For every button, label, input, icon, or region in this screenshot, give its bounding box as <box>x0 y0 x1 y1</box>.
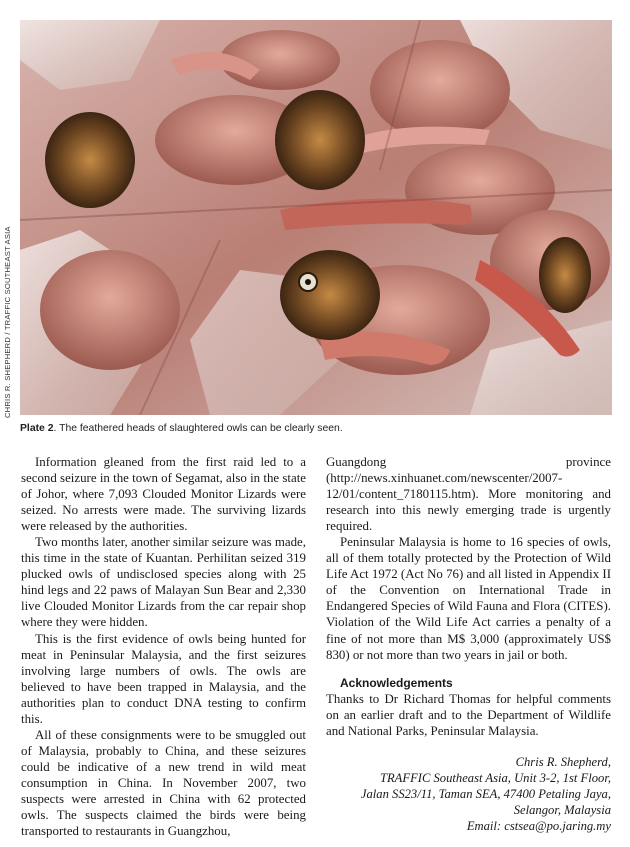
author-address-line3: Selangor, Malaysia <box>513 802 611 817</box>
paragraph-guangdong: Guangdong province (http://news.xinhuanet.com/newscenter/2007-12/01/content_7180115.htm). More monitoring and research into this newly emerging trade is urgently required. <box>326 455 611 534</box>
author-address-line2: Jalan SS23/11, Taman SEA, 47400 Petaling Jaya, <box>360 786 611 801</box>
plate-caption-text: . The feathered heads of slaughtered owls can be clearly seen. <box>53 423 343 434</box>
author-email: Email: cstsea@po.jaring.my <box>466 818 611 833</box>
paragraph-segamat-seizure: Information gleaned from the first raid led to a second seizure in the town of Segamat, also in the state of Johor, where 7,093 Clouded Monitor Lizards were seized. No arrests were made. The surviving lizards were released by the authorities. <box>21 455 306 534</box>
right-column <box>326 454 611 834</box>
author-signature <box>326 754 611 834</box>
paragraph-first-evidence: This is the first evidence of owls being hunted for meat in Peninsular Malaysia, and the first seizures involving large numbers of owls. The owls are believed to have been trapped in Malaysia, and the authorities plan to conduct DNA testing to confirm this. <box>21 631 306 726</box>
plate-label: Plate 2 <box>20 423 54 434</box>
author-address-line1: TRAFFIC Southeast Asia, Unit 3-2, 1st Floor, <box>379 770 611 785</box>
owl-seizure-photo <box>20 20 612 415</box>
paragraph-consignments: All of these consignments were to be smuggled out of Malaysia, probably to China, and these seizures could be indicative of a new trend in wild meat consumption in China. In November 2007, two suspects were arrested in China with 62 protected owls. The suspects claimed the birds were being transported to restaurants in Guangzhou, <box>21 727 306 839</box>
paragraph-kuantan-seizure: Two months later, another similar seizure was made, this time in the state of Kuantan. Perhilitan seized 319 plucked owls of undisclosed species along with 25 hind legs and 22 paws of Malayan Sun Bear and 2,330 live Clouded Monitor Lizards from the car repair shop where they were hidden. <box>21 535 306 630</box>
left-column <box>21 454 306 839</box>
paragraph-owl-protection: Peninsular Malaysia is home to 16 species of owls, all of them totally protected by the Protection of Wild Life Act 1972 (Act No 76) and all listed in Appendix II of the Convention on International Trade in Endangered Species of Wild Fauna and Flora (CITES). Violation of the Wild Life Act carries a penalty of a fine of not more than M$ 3,000 (approximately US$ 830) or not more than two years in jail or both. <box>326 535 611 662</box>
photo-credit: CHRIS R. SHEPHERD / TRAFFIC SOUTHEAST ASIA <box>3 226 12 418</box>
author-name: Chris R. Shepherd, <box>515 754 611 769</box>
owl-seizure-illustration <box>20 20 612 415</box>
acknowledgements-text: Thanks to Dr Richard Thomas for helpful comments on an earlier draft and to the Department of Wildlife and National Parks, Peninsular Malaysia. <box>326 691 611 738</box>
plate-caption <box>20 423 612 434</box>
acknowledgements-heading: Acknowledgements <box>340 675 453 690</box>
